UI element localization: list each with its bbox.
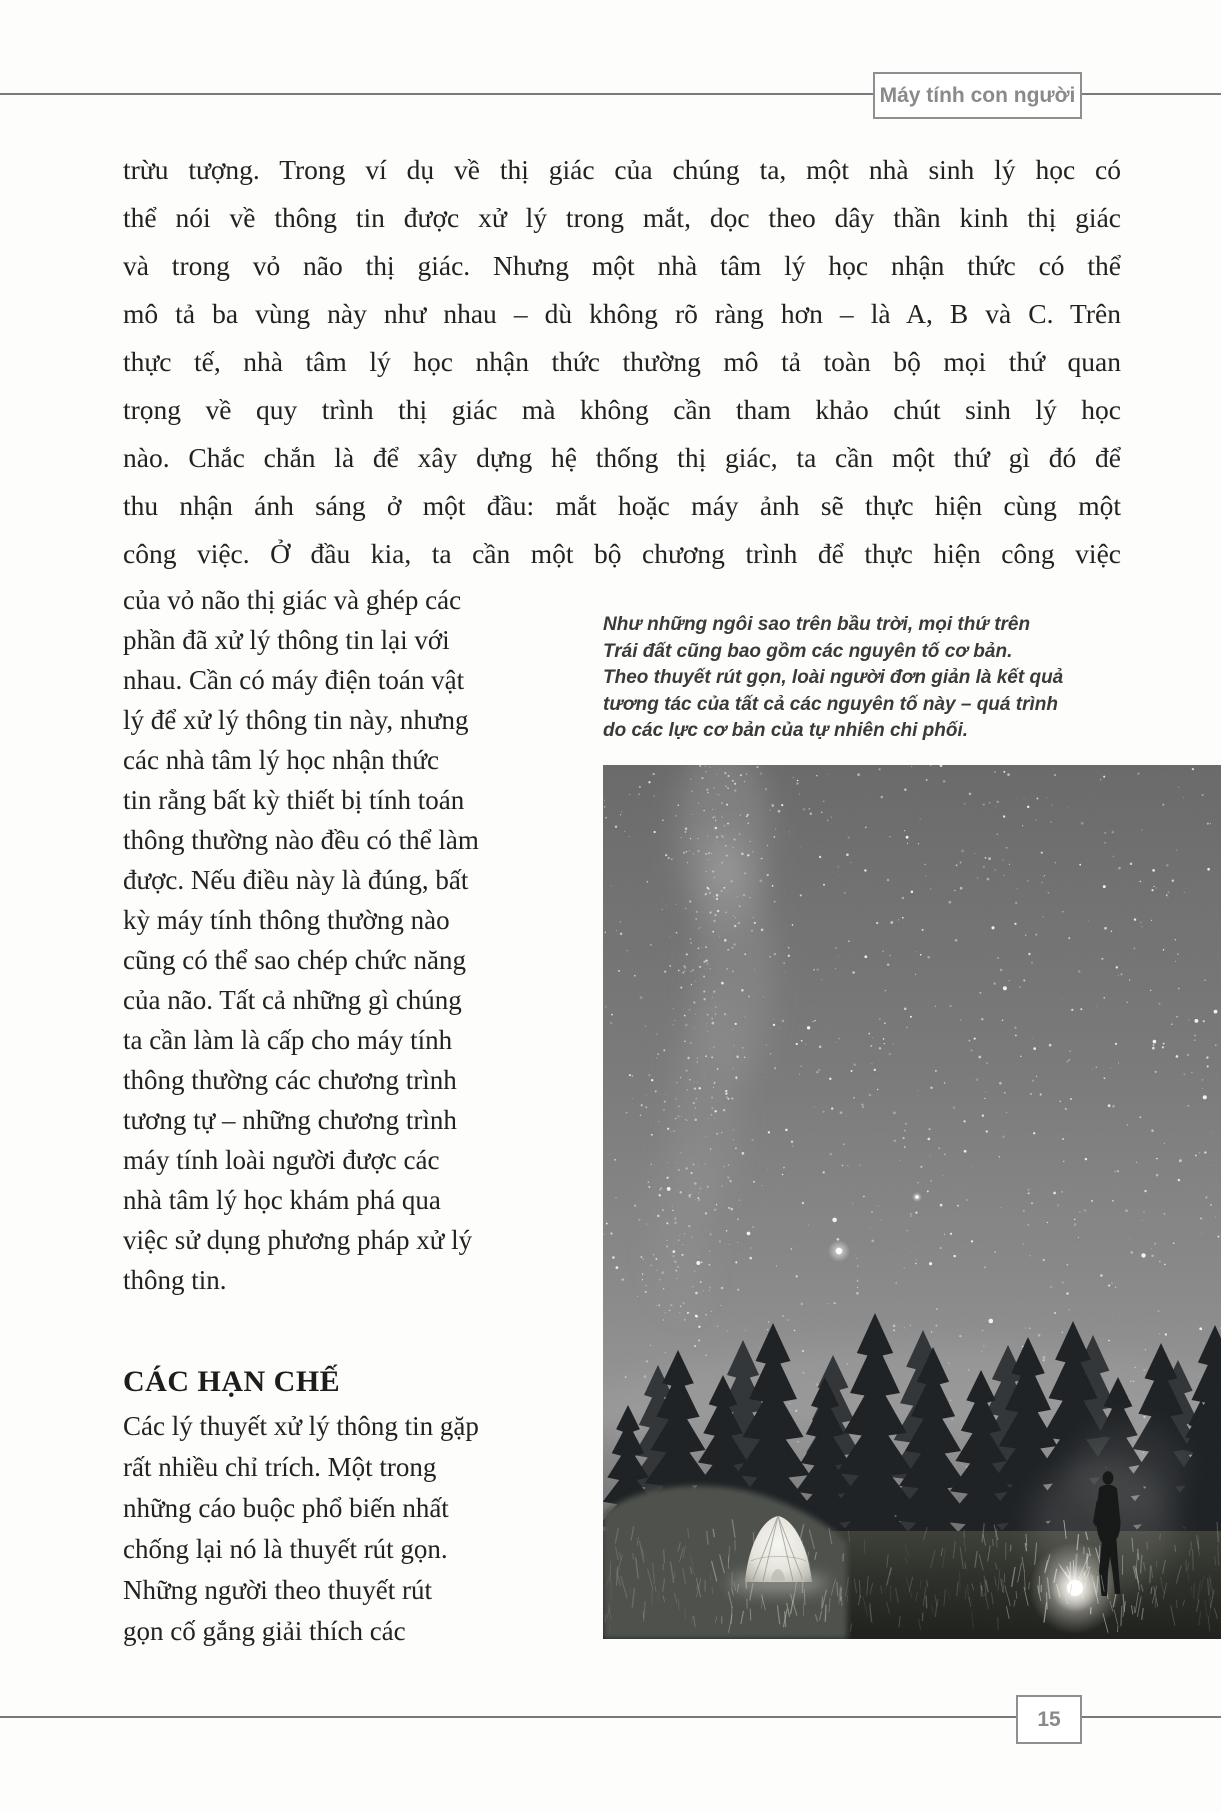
text-line: trọng về quy trình thị giác mà không cần tham khảo chút sinh lý học <box>123 394 1121 425</box>
text-line: do các lực cơ bản của tự nhiên chi phối. <box>603 720 969 741</box>
text-line: thực tế, nhà tâm lý học nhận thức thường mô tả toàn bộ mọi thứ quan <box>123 346 1121 377</box>
text-line: mô tả ba vùng này như nhau – dù không rõ ràng hơn – là A, B và C. Trên <box>123 298 1121 329</box>
page-number-box <box>1016 1695 1082 1744</box>
text-line: Những người theo thuyết rút <box>123 1575 433 1605</box>
text-line: phần đã xử lý thông tin lại với <box>123 625 450 655</box>
text-line: tương tự – những chương trình <box>123 1105 457 1135</box>
text-line: thông thường nào đều có thể làm <box>123 825 479 855</box>
text-line: được. Nếu điều này là đúng, bất <box>123 865 469 895</box>
body-paragraph-2 <box>123 1406 503 1652</box>
text-line: tương tác của tất cả các nguyên tố này – quá trình <box>603 693 1058 715</box>
night-sky-photo <box>603 765 1221 1639</box>
text-line: nhà tâm lý học khám phá qua <box>123 1185 441 1215</box>
text-line: Trái đất cũng bao gồm các nguyên tố cơ bản. <box>603 640 1013 662</box>
body-paragraph-narrow <box>123 580 503 1300</box>
night-sky-photo-canvas <box>603 765 1221 1639</box>
text-line: thể nói về thông tin được xử lý trong mắt, dọc theo dây thần kinh thị giác <box>123 202 1121 233</box>
text-line: công việc. Ở đầu kia, ta cần một bộ chương trình để thực hiện công việc <box>123 538 1121 569</box>
chapter-tab <box>873 72 1082 119</box>
text-line: cũng có thể sao chép chức năng <box>123 945 466 975</box>
text-line: lý để xử lý thông tin này, nhưng <box>123 705 469 735</box>
text-line: trừu tượng. Trong ví dụ về thị giác của chúng ta, một nhà sinh lý học có <box>123 154 1121 185</box>
text-line: của vỏ não thị giác và ghép các <box>123 585 462 615</box>
text-line: việc sử dụng phương pháp xử lý <box>123 1225 473 1255</box>
text-line: kỳ máy tính thông thường nào <box>123 905 450 935</box>
text-line: những cáo buộc phổ biến nhất <box>123 1493 449 1523</box>
text-line: Như những ngôi sao trên bầu trời, mọi thứ trên <box>603 614 1031 635</box>
text-line: của não. Tất cả những gì chúng <box>123 985 462 1015</box>
text-line: gọn cố gắng giải thích các <box>123 1616 406 1646</box>
text-line: các nhà tâm lý học nhận thức <box>123 745 440 775</box>
text-line: chống lại nó là thuyết rút gọn. <box>123 1534 448 1564</box>
text-line: nhau. Cần có máy điện toán vật <box>123 665 465 695</box>
text-line: ta cần làm là cấp cho máy tính <box>123 1025 453 1055</box>
text-line: Các lý thuyết xử lý thông tin gặp <box>123 1411 479 1441</box>
chapter-tab-label: Máy tính con người <box>879 83 1076 107</box>
text-line: tin rằng bất kỳ thiết bị tính toán <box>123 785 465 815</box>
text-line: và trong vỏ não thị giác. Nhưng một nhà tâm lý học nhận thức có thể <box>123 250 1121 281</box>
text-line: nào. Chắc chắn là để xây dựng hệ thống thị giác, ta cần một thứ gì đó để <box>123 442 1121 473</box>
body-paragraph-wide <box>123 146 1121 578</box>
text-line: máy tính loài người được các <box>123 1145 440 1175</box>
text-line: Theo thuyết rút gọn, loài người đơn giản là kết quả <box>603 667 1064 688</box>
text-line: thông thường các chương trình <box>123 1065 457 1095</box>
photo-grain <box>603 765 1221 1639</box>
image-caption <box>603 612 1113 745</box>
text-line: thu nhận ánh sáng ở một đầu: mắt hoặc máy ảnh sẽ thực hiện cùng một <box>123 490 1121 521</box>
text-line: rất nhiều chỉ trích. Một trong <box>123 1452 437 1482</box>
text-line: thông tin. <box>123 1265 227 1295</box>
page-number: 15 <box>1037 1707 1061 1731</box>
section-heading: CÁC HẠN CHẾ <box>123 1364 341 1398</box>
